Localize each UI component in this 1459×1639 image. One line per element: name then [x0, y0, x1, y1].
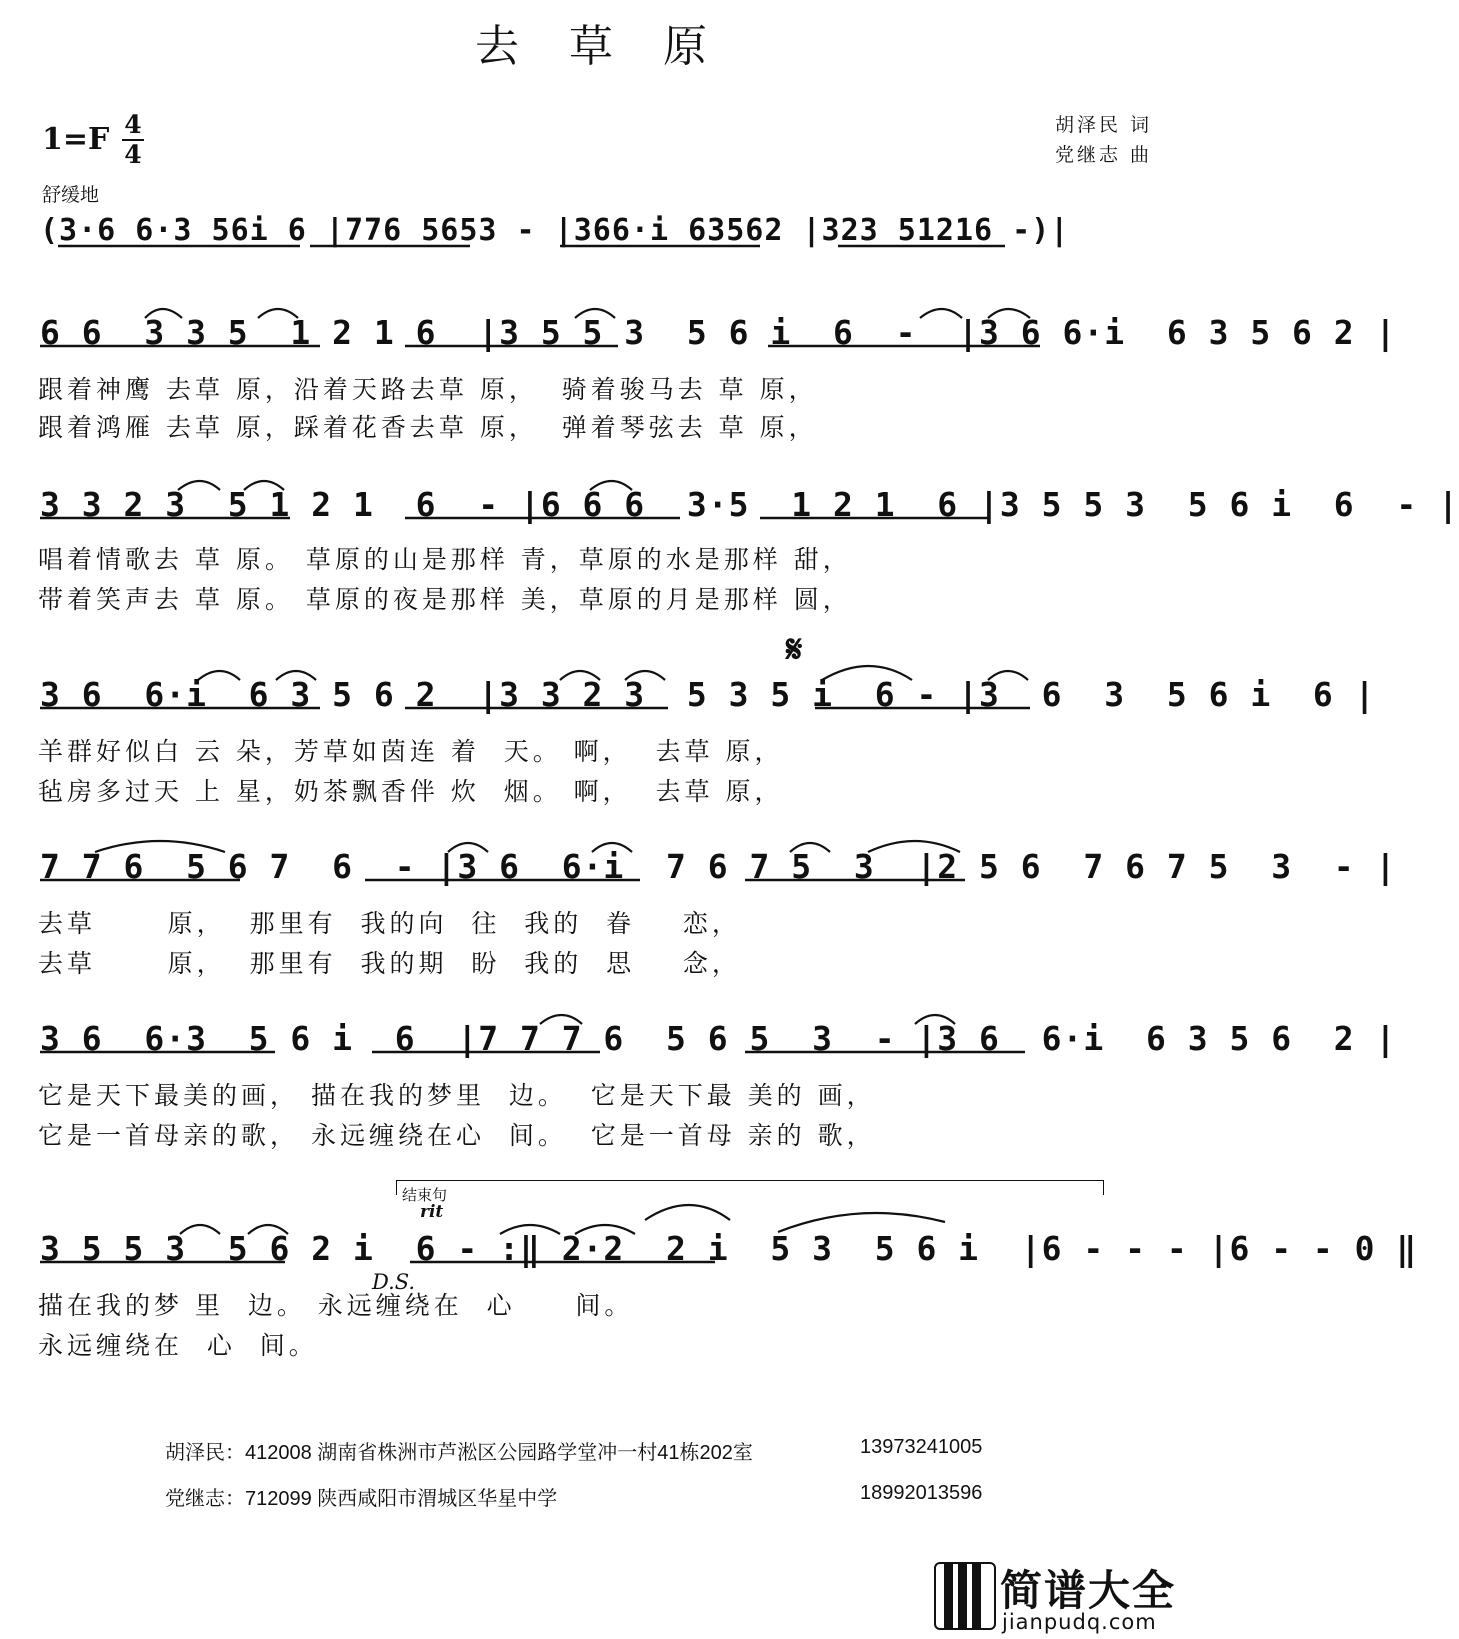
score-line-3: 3 6 6·i 6 3 5 6 2 |3 3 2 3 5 3 5 i 6 - |3 6 3 5 6 i 6 | [40, 674, 1376, 714]
page-title: 去 草 原 [475, 21, 725, 72]
lyricist-credit: 胡泽民 词 [1054, 114, 1152, 136]
time-signature-bottom: 4 [124, 140, 142, 169]
logo-name: 简谱大全 [1000, 1566, 1177, 1615]
rit-marking: rit [420, 1202, 444, 1222]
beam-lines [40, 246, 1040, 1262]
lyric-line-4-verse-1: 去草 原， 那里有 我的向 往 我的 眷 恋， [38, 909, 741, 938]
score-line-2: 3 3 2 3 5 1 2 1 6 - |6 6 6 3·5 1 2 1 6 |3 5 5 3 5 6 i 6 - | [40, 484, 1459, 524]
ds-marking: D.S. [372, 1270, 416, 1294]
segno-sign: 𝄋 [786, 626, 803, 671]
lyric-line-1-verse-1: 跟着神鹰 去草 原，沿着天路去草 原， 骑着骏马去 草 原， [38, 375, 818, 404]
lyric-line-3-verse-2: 毡房多过天 上 星，奶茶飘香伴 炊 烟。 啊， 去草 原， [38, 777, 784, 806]
contact-composer: 党继志：712099 陕西咸阳市渭城区华星中学 [165, 1488, 558, 1510]
piano-icon [934, 1562, 996, 1630]
logo-url: jianpudq.com [1002, 1610, 1157, 1634]
key-signature: 1=F [42, 122, 110, 157]
time-signature-top: 4 [124, 110, 142, 139]
score-line-intro: (3·6 6·3 56i 6 |776 5653 - |366·i 63562 |323 51216 -)| [40, 212, 1070, 248]
lyric-line-2-verse-1: 唱着情歌去 草 原。 草原的山是那样 青，草原的水是那样 甜， [38, 545, 852, 574]
lyric-line-1-verse-2: 跟着鸿雁 去草 原，踩着花香去草 原， 弹着琴弦去 草 原， [38, 413, 818, 442]
lyric-line-5-verse-1: 它是天下最美的画， 描在我的梦里 边。 它是天下最 美的 画， [38, 1081, 876, 1110]
contact-lyricist-phone: 13973241005 [860, 1436, 983, 1458]
lyric-line-6-verse-2: 永远缠绕在 心 间。 [38, 1331, 318, 1360]
tempo-marking: 舒缓地 [42, 184, 100, 206]
lyric-line-3-verse-1: 羊群好似白 云 朵，芳草如茵连 着 天。 啊， 去草 原， [38, 737, 784, 766]
composer-credit: 党继志 曲 [1054, 144, 1152, 166]
ending-label: 结束句 [402, 1186, 448, 1204]
score-line-5: 3 6 6·3 5 6 i 6 |7 7 7 6 5 6 5 3 - |3 6 6·i 6 3 5 6 2 | [40, 1018, 1397, 1058]
score-line-6: 3 5 5 3 5 6 2 i 6 - :‖ 2·2 2 i 5 3 5 6 i |6 - - - |6 - - 0 ‖ [40, 1228, 1418, 1268]
lyric-line-6-verse-1: 描在我的梦 里 边。 永远缠绕在 心 间。 [38, 1291, 634, 1320]
contact-lyricist: 胡泽民：412008 湖南省株洲市芦淞区公园路学堂冲一村41栋202室 [165, 1442, 753, 1464]
score-line-4: 7 7 6 5 6 7 6 - |3 6 6·i 7 6 7 5 3 |2 5 6 7 6 7 5 3 - | [40, 846, 1397, 886]
contact-composer-phone: 18992013596 [860, 1482, 983, 1504]
lyric-line-2-verse-2: 带着笑声去 草 原。 草原的夜是那样 美，草原的月是那样 圆， [38, 585, 852, 614]
score-line-1: 6 6 3 3 5 1 2 1 6 |3 5 5 3 5 6 i 6 - |3 6 6·i 6 3 5 6 2 | [40, 312, 1397, 352]
lyric-line-4-verse-2: 去草 原， 那里有 我的期 盼 我的 思 念， [38, 949, 741, 978]
lyric-line-5-verse-2: 它是一首母亲的歌， 永远缠绕在心 间。 它是一首母 亲的 歌， [38, 1121, 876, 1150]
site-logo [930, 1560, 1200, 1639]
tie-arcs [95, 309, 1030, 1234]
